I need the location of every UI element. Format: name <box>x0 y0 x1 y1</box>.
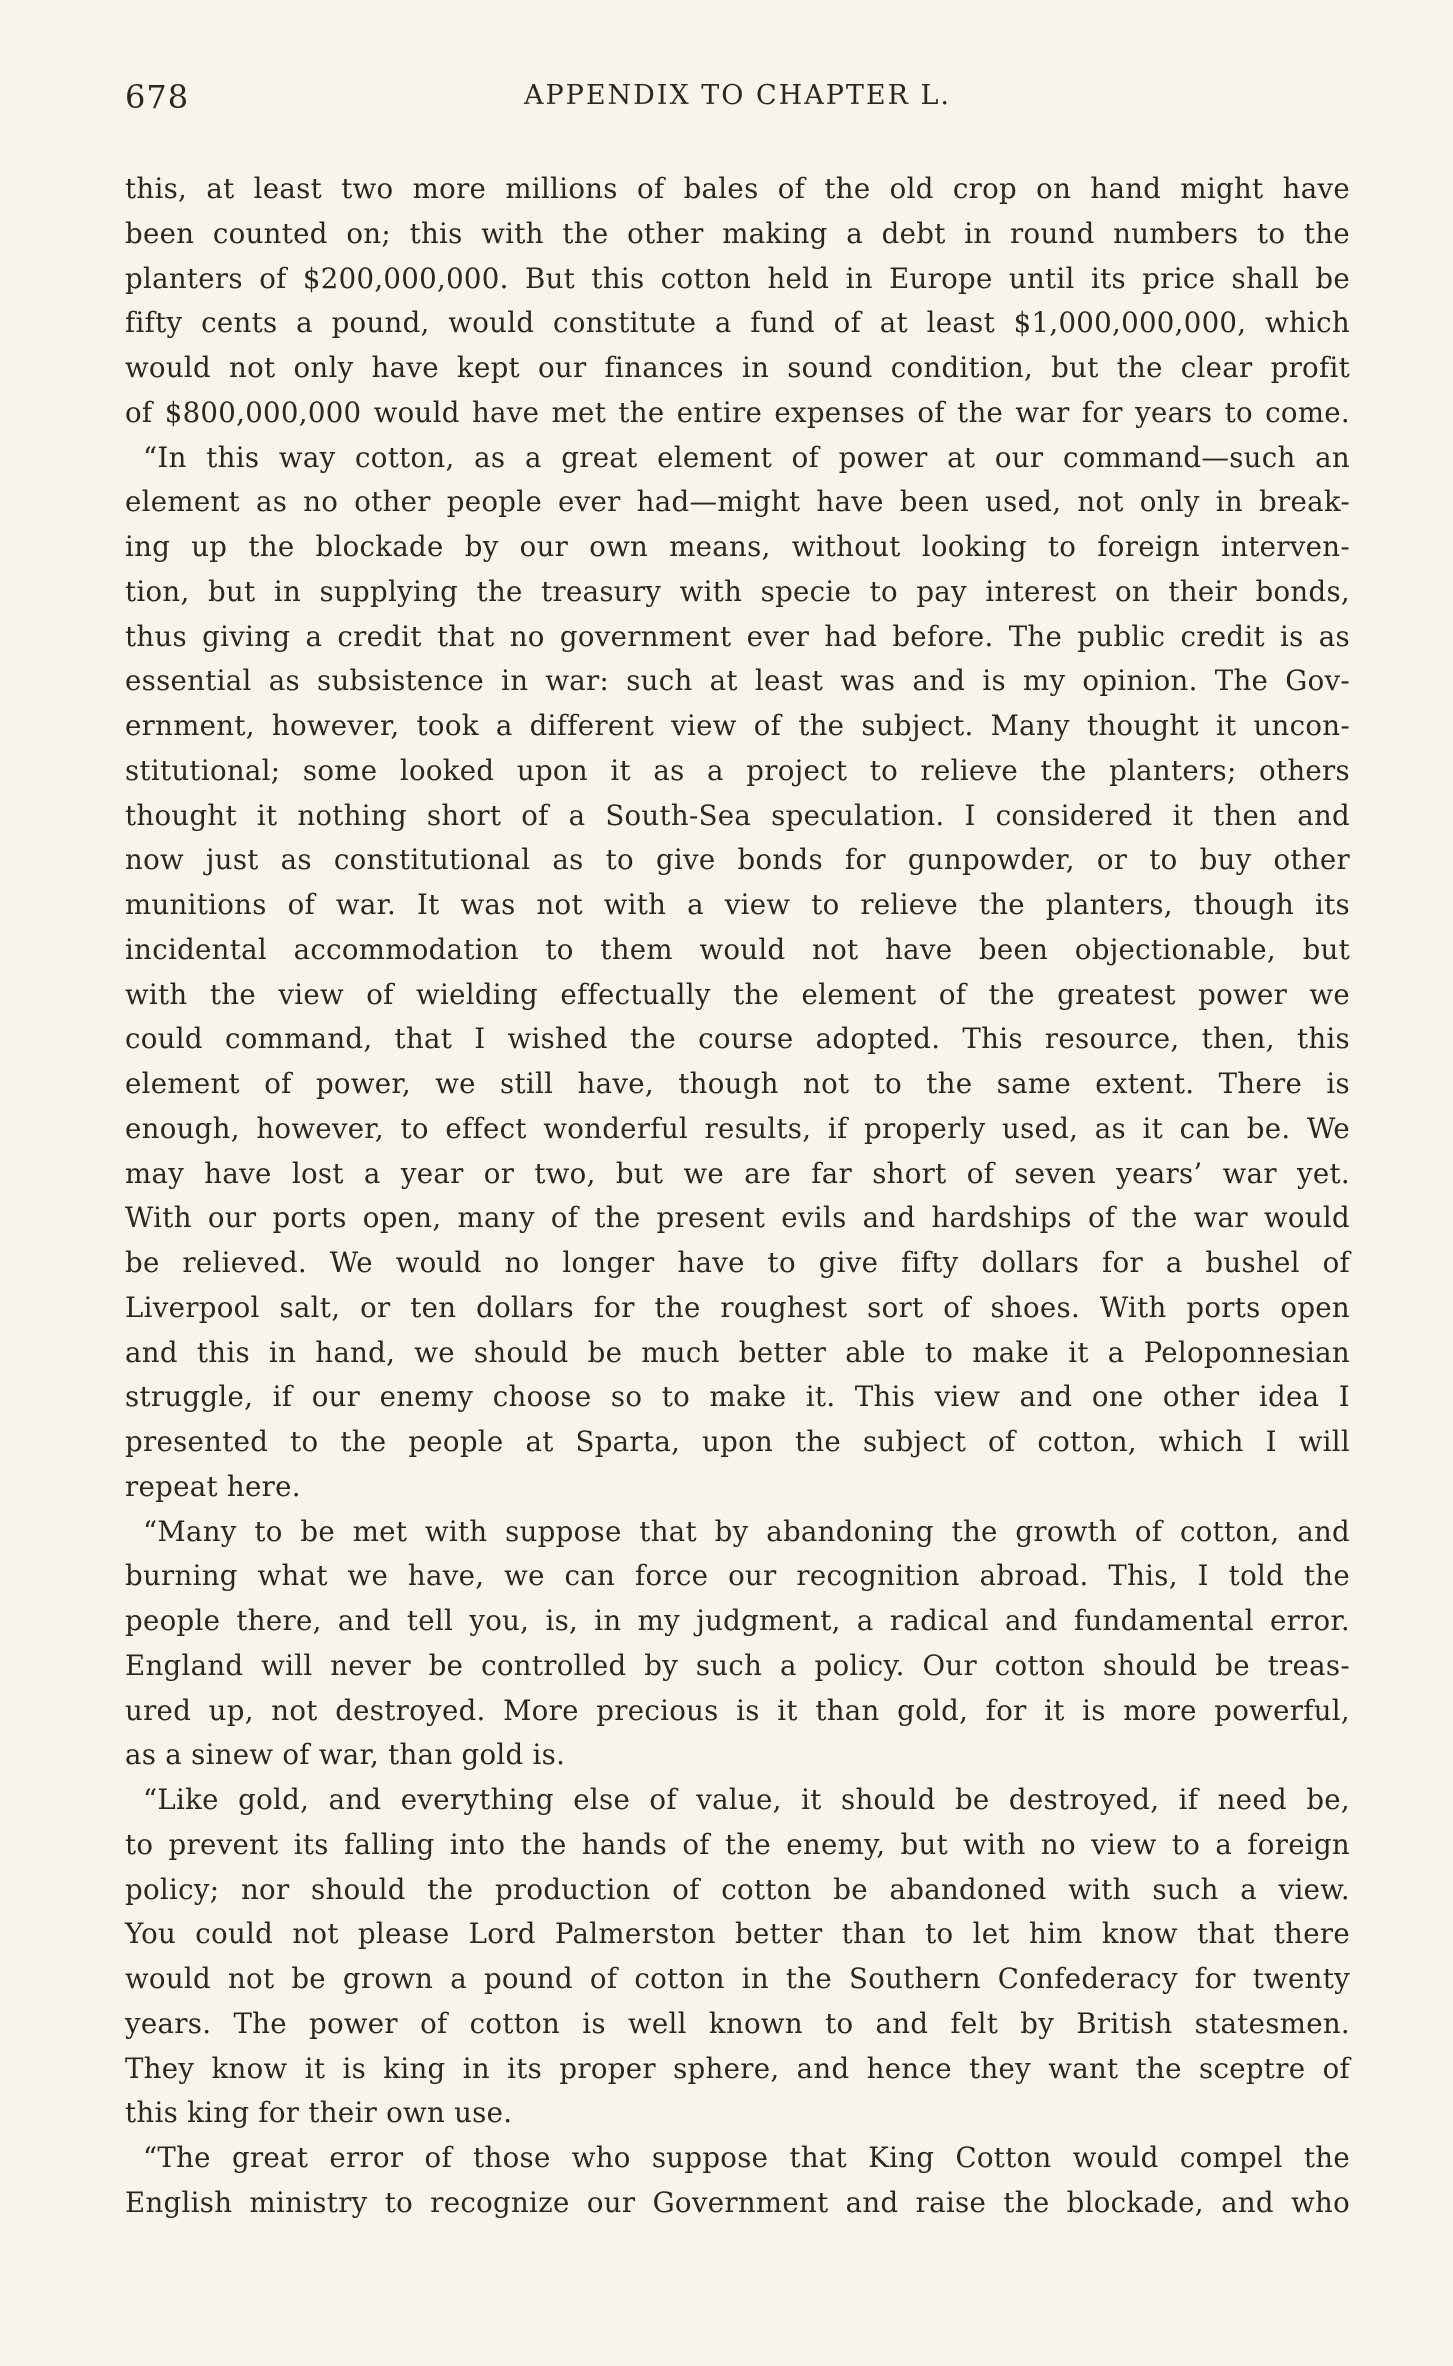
text-line: to prevent its falling into the hands of the enemy, but with no view to a foreign <box>125 1827 1350 1861</box>
text-line: “Many to be met with suppose that by abandoning the growth of cotton, and <box>143 1514 1350 1548</box>
text-line: munitions of war. It was not with a view to relieve the planters, though its <box>125 888 1350 921</box>
text-line: would not only have kept our finances in sound condition, but the clear profit <box>125 351 1350 384</box>
text-line: with the view of wielding effectually the element of the greatest power we <box>125 977 1350 1011</box>
body-text <box>125 167 1350 2226</box>
text-line: ing up the blockade by our own means, without looking to foreign interven- <box>125 530 1350 563</box>
text-line: tion, but in supplying the treasury with specie to pay interest on their bonds, <box>125 574 1350 608</box>
text-line: Liverpool salt, or ten dollars for the roughest sort of shoes. With ports open <box>125 1290 1350 1324</box>
text-line: element as no other people ever had—might have been used, not only in break- <box>125 485 1350 519</box>
text-line: ernment, however, took a different view of the subject. Many thought it uncon- <box>125 709 1350 742</box>
page-number: 678 <box>125 78 190 116</box>
text-line: repeat here. <box>125 1469 301 1503</box>
text-line: been counted on; this with the other making a debt in round numbers to the <box>125 216 1350 250</box>
text-line: years. The power of cotton is well known to and felt by British statesmen. <box>125 2006 1350 2040</box>
text-line: fifty cents a pound, would constitute a fund of at least $1,000,000,000, which <box>125 306 1350 340</box>
text-line: struggle, if our enemy choose so to make it. This view and one other idea I <box>125 1380 1350 1414</box>
text-line: thought it nothing short of a South-Sea speculation. I considered it then and <box>125 798 1350 832</box>
page-header <box>125 78 1350 128</box>
text-line: policy; nor should the production of cotton be abandoned with such a view. <box>125 1872 1350 1906</box>
text-line: would not be grown a pound of cotton in the Southern Confederacy for twenty <box>125 1962 1350 1995</box>
text-line: enough, however, to effect wonderful results, if properly used, as it can be. We <box>125 1111 1350 1145</box>
text-line: element of power, we still have, though not to the same extent. There is <box>125 1067 1350 1100</box>
text-line: burning what we have, we can force our recognition abroad. This, I told the <box>125 1559 1350 1593</box>
text-line: English ministry to recognize our Government and raise the blockade, and who <box>125 2185 1350 2219</box>
text-line: this, at least two more millions of bales of the old crop on hand might have <box>125 172 1350 205</box>
text-line: now just as constitutional as to give bonds for gunpowder, or to buy other <box>125 843 1350 877</box>
text-line: “The great error of those who suppose that King Cotton would compel the <box>143 2141 1350 2174</box>
text-line: planters of $200,000,000. But this cotton held in Europe until its price shall be <box>125 261 1350 295</box>
text-line: “Like gold, and everything else of value, it should be destroyed, if need be, <box>143 1783 1350 1816</box>
text-line: incidental accommodation to them would not have been objectionable, but <box>125 932 1350 966</box>
text-line: presented to the people at Sparta, upon the subject of cotton, which I will <box>125 1425 1350 1458</box>
running-head: APPENDIX TO CHAPTER L. <box>523 80 952 111</box>
text-line: as a sinew of war, than gold is. <box>125 1738 566 1772</box>
text-line: “In this way cotton, as a great element of power at our command—such an <box>143 440 1350 474</box>
text-line: and this in hand, we should be much better able to make it a Peloponnesian <box>125 1335 1350 1369</box>
text-line: England will never be controlled by such a policy. Our cotton should be treas- <box>125 1648 1350 1682</box>
text-line: stitutional; some looked upon it as a project to relieve the planters; others <box>125 753 1350 787</box>
text-line: be relieved. We would no longer have to give fifty dollars for a bushel of <box>125 1246 1350 1279</box>
text-line: people there, and tell you, is, in my judgment, a radical and fundamental error. <box>125 1604 1350 1637</box>
text-line: this king for their own use. <box>125 2096 513 2130</box>
text-line: With our ports open, many of the present evils and hardships of the war would <box>125 1201 1350 1235</box>
text-line: ured up, not destroyed. More precious is it than gold, for it is more powerful, <box>125 1693 1350 1727</box>
text-line: thus giving a credit that no government ever had before. The public credit is as <box>125 619 1350 653</box>
text-line: could command, that I wished the course adopted. This resource, then, this <box>125 1022 1350 1056</box>
text-line: You could not please Lord Palmerston better than to let him know that there <box>125 1917 1350 1951</box>
text-line: They know it is king in its proper sphere, and hence they want the sceptre of <box>125 2051 1350 2085</box>
text-line: may have lost a year or two, but we are far short of seven years’ war yet. <box>125 1156 1350 1190</box>
text-line: of $800,000,000 would have met the entire expenses of the war for years to come. <box>125 395 1350 429</box>
text-line: essential as subsistence in war: such at least was and is my opinion. The Gov- <box>125 664 1350 698</box>
